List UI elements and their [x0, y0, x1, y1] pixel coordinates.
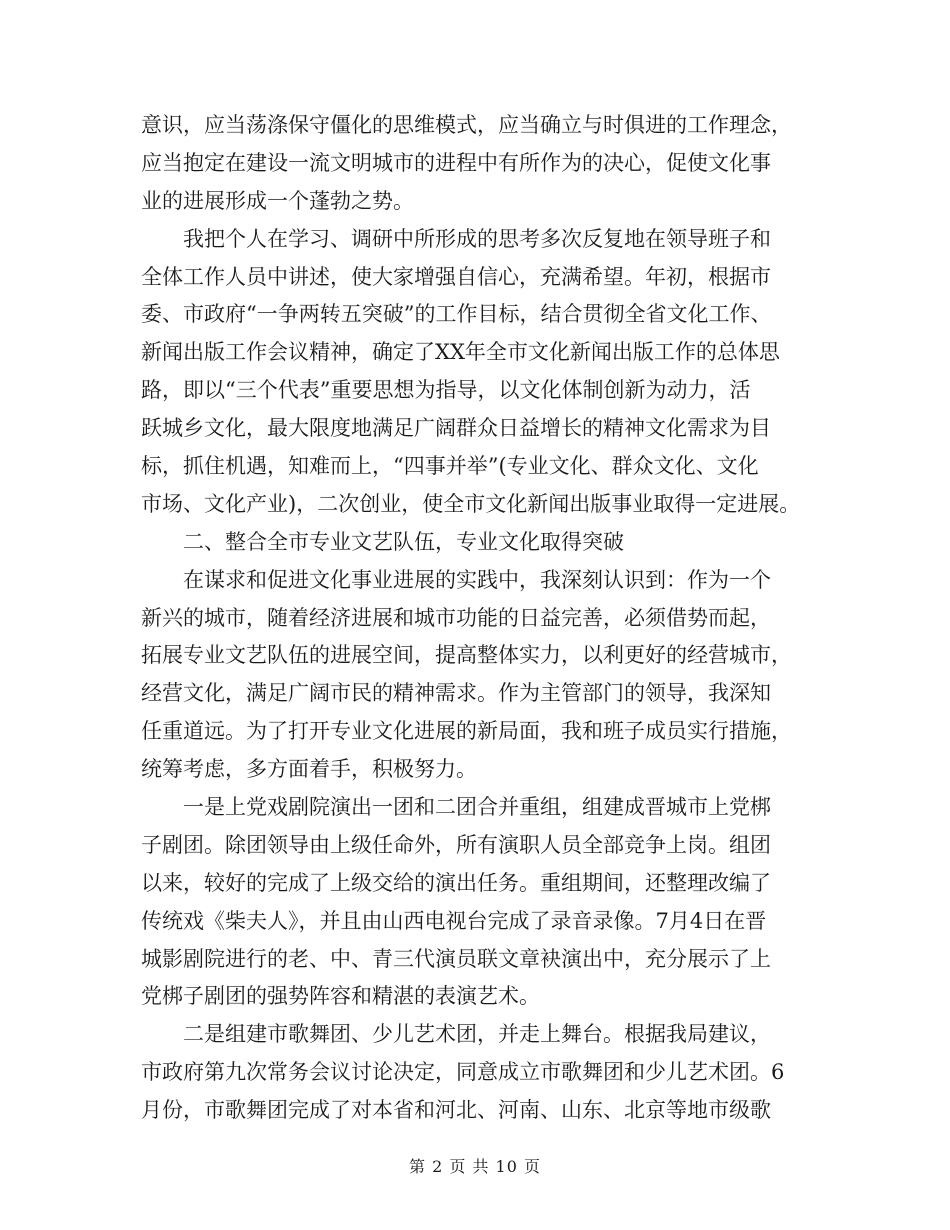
text-line: 子剧团。除团领导由上级任命外，所有演职人员全部竞争上岗。组团: [141, 832, 771, 857]
text-line: 业的进展形成一个蓬勃之势。: [141, 188, 414, 213]
text-line: 跃城乡文化，最大限度地满足广阔群众日益增长的精神文化需求为目: [141, 416, 771, 441]
text-line: 传统戏《柴夫人》，并且由山西电视台完成了录音录像。7月4日在晋: [141, 908, 767, 933]
text-line: 二是组建市歌舞团、少儿艺术团，并走上舞台。根据我局建议，: [141, 1022, 771, 1047]
text-line: 标，抓住机遇，知难而上，“四事并举”(专业文化、群众文化、文化: [141, 454, 759, 479]
text-line: 意识，应当荡涤保守僵化的思维模式，应当确立与时俱进的工作理念，: [141, 113, 792, 137]
text-line: 党梆子剧团的强势阵容和精湛的表演艺术。: [141, 984, 540, 1009]
text-line: 统筹考虑，多方面着手，积极努力。: [141, 757, 477, 782]
document-body: [141, 107, 821, 1130]
text-line: 应当抱定在建设一流文明城市的进程中有所作为的决心，促使文化事: [141, 150, 771, 175]
text-line: 市政府第九次常务会议讨论决定，同意成立市歌舞团和少儿艺术团。6: [141, 1060, 785, 1085]
text-line: 经营文化，满足广阔市民的精神需求。作为主管部门的领导，我深知: [141, 681, 771, 706]
text-line: 拓展专业文艺队伍的进展空间，提高整体实力，以利更好的经营城市，: [141, 643, 792, 668]
text-line: 月份，市歌舞团完成了对本省和河北、河南、山东、北京等地市级歌: [141, 1098, 771, 1123]
text-line: 新闻出版工作会议精神，确定了XX年全市文化新闻出版工作的总体思: [141, 340, 780, 365]
page-number-footer: 第 2 页 共 10 页: [409, 1157, 541, 1176]
text-line: 全体工作人员中讲述，使大家增强自信心，充满希望。年初，根据市: [141, 264, 771, 289]
text-line: 任重道远。为了打开专业文化进展的新局面，我和班子成员实行措施，: [141, 719, 792, 744]
text-line: 以来，较好的完成了上级交给的演出任务。重组期间，还整理改编了: [141, 870, 771, 895]
text-line: 路，即以“三个代表”重要思想为指导，以文化体制创新为动力，活: [141, 378, 751, 403]
section-heading: 二、整合全市专业文艺队伍，专业文化取得突破: [141, 529, 624, 554]
text-line: 在谋求和促进文化事业进展的实践中，我深刻认识到：作为一个: [141, 567, 771, 592]
text-line: 新兴的城市，随着经济进展和城市功能的日益完善，必须借势而起，: [141, 605, 771, 630]
text-line: 我把个人在学习、调研中所形成的思考多次反复地在领导班子和: [141, 226, 771, 251]
text-line: 市场、文化产业)，二次创业，使全市文化新闻出版事业取得一定进展。: [141, 491, 801, 516]
text-line: 城影剧院进行的老、中、青三代演员联文章袂演出中，充分展示了上: [141, 946, 771, 971]
text-line: 一是上党戏剧院演出一团和二团合并重组，组建成晋城市上党梆: [141, 795, 771, 820]
text-line: 委、市政府“一争两转五突破”的工作目标，结合贯彻全省文化工作、: [141, 302, 772, 327]
